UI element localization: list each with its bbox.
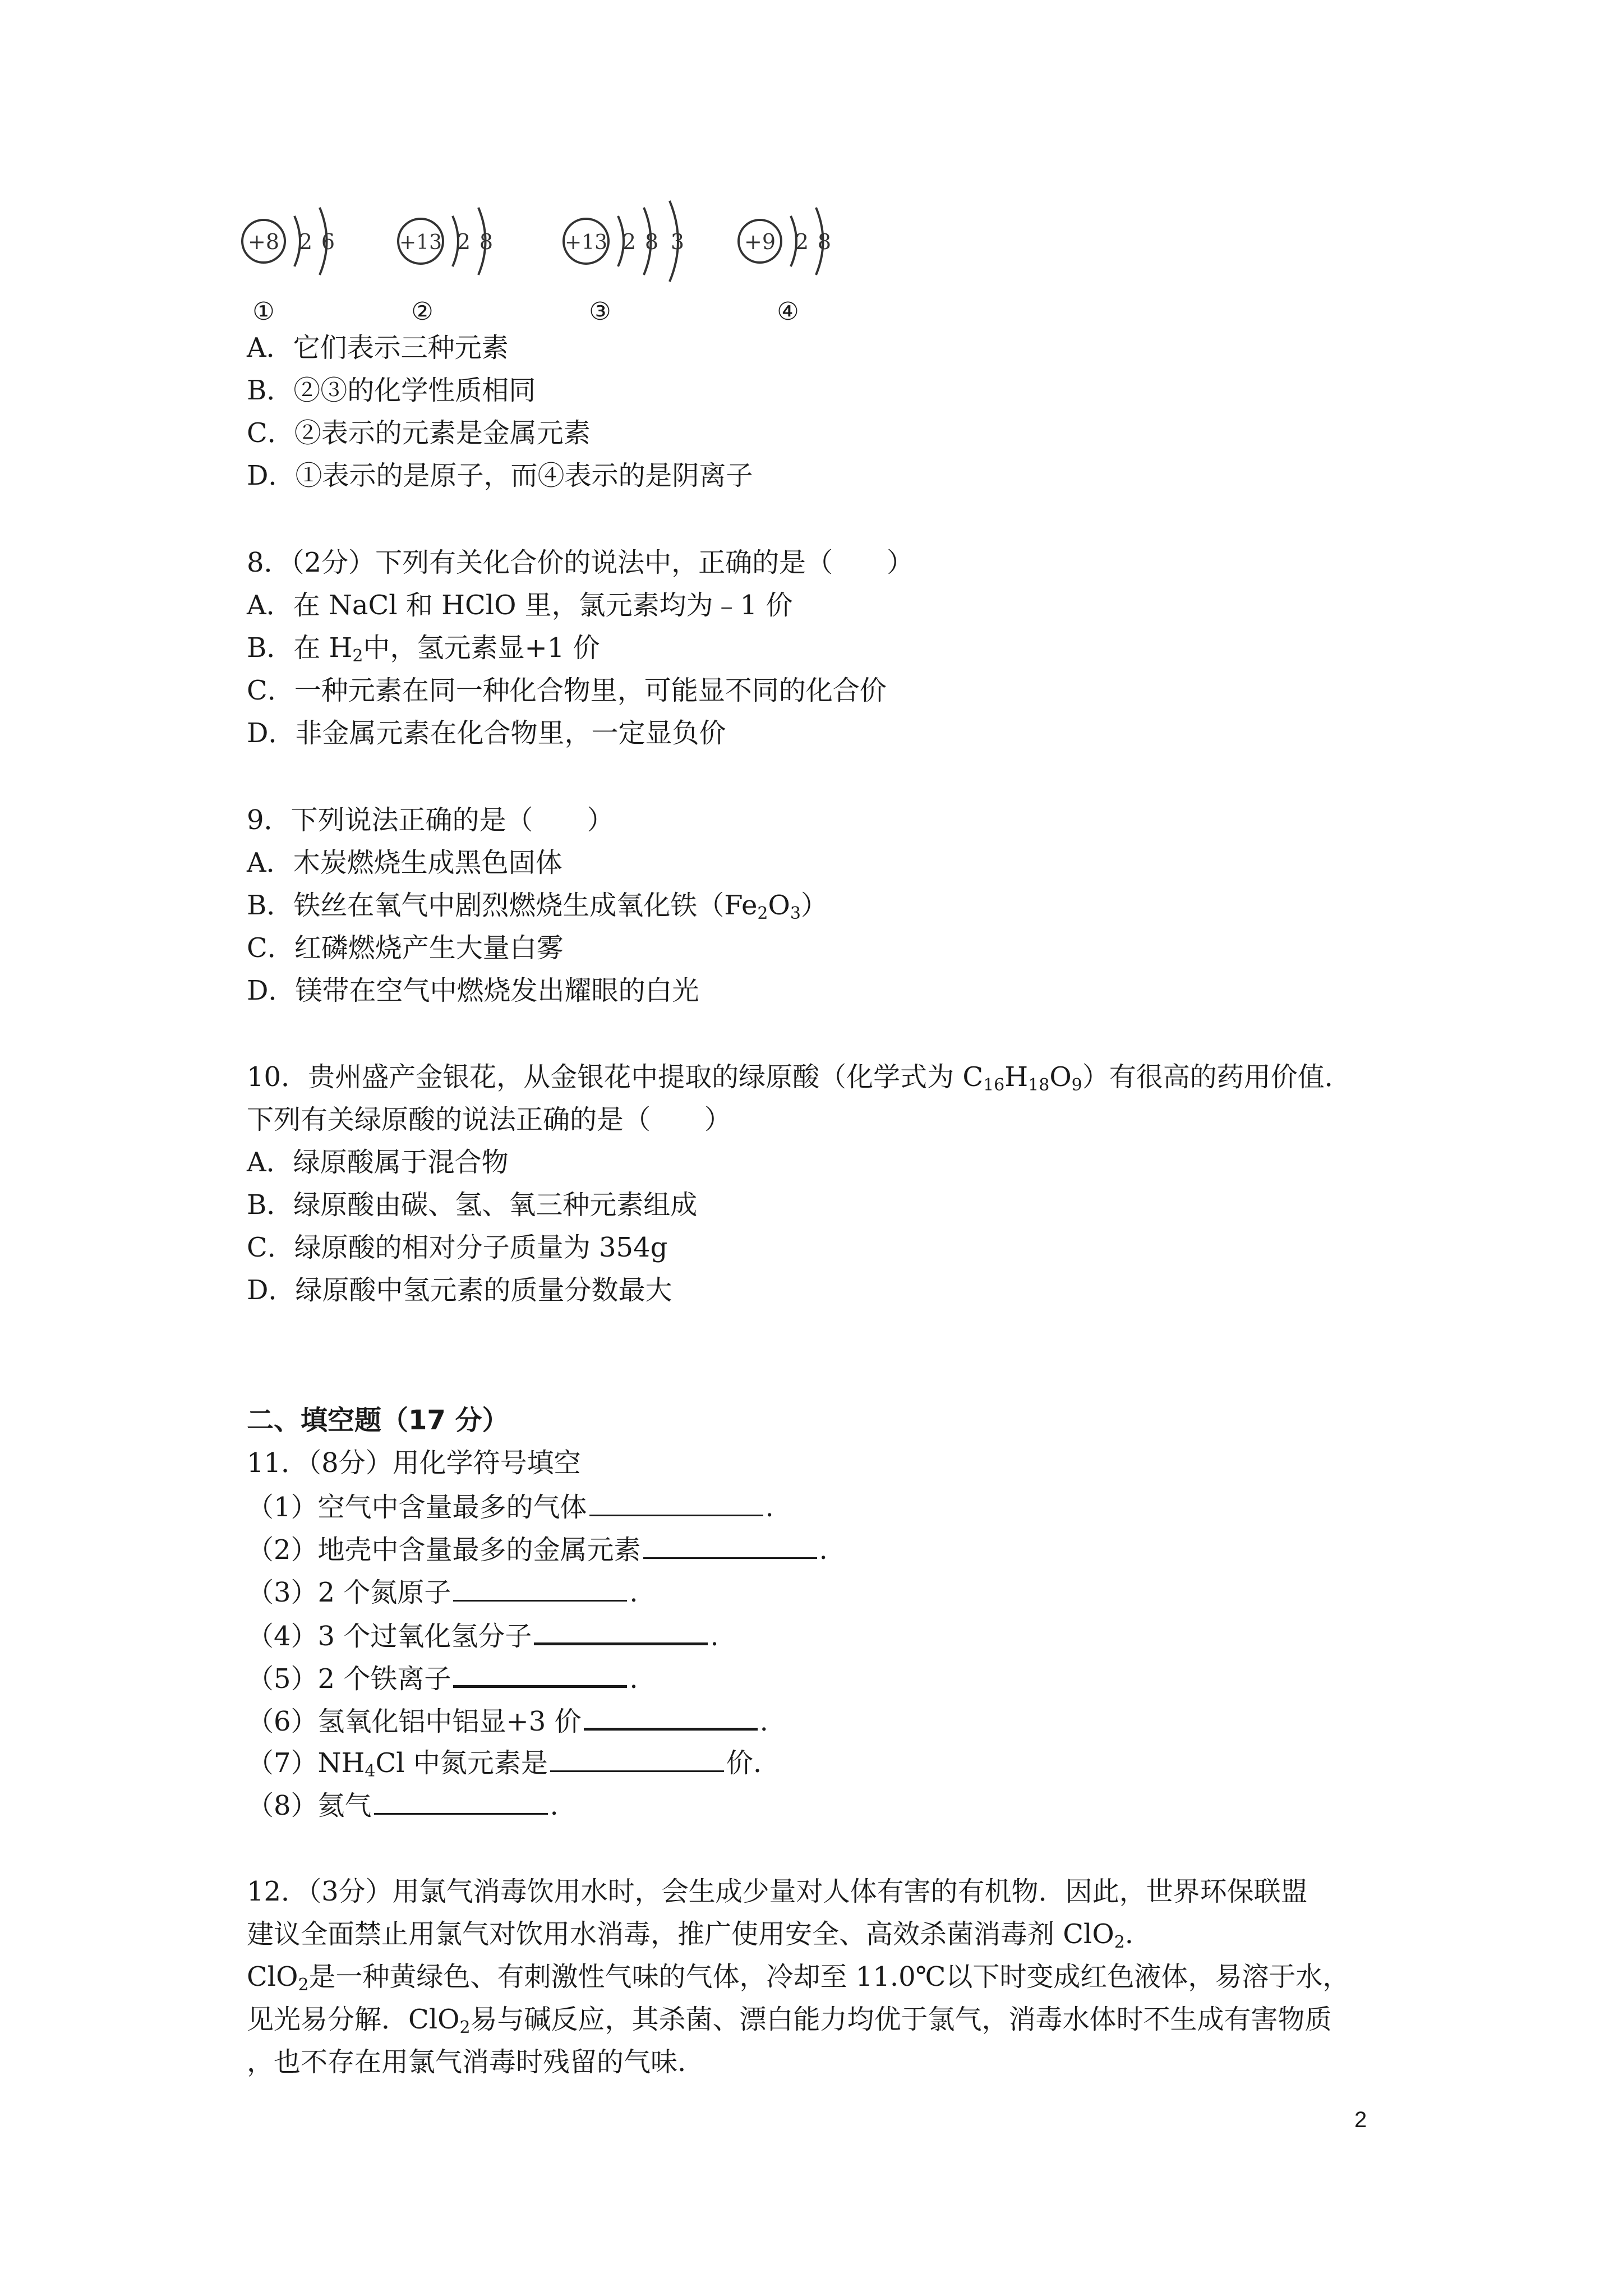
page-number: 2 <box>1354 2108 1367 2132</box>
q12-line-1: 12．（3分）用氯气消毒饮用水时，会生成少量对人体有害的有机物．因此，世界环保联盟 <box>247 1876 1308 1907</box>
q10-option-c: C．绿原酸的相对分子质量为 354g <box>247 1232 668 1263</box>
q9-option-d: D．镁带在空气中燃烧发出耀眼的白光 <box>247 975 699 1006</box>
q10-stem-line1: 10．贵州盛产金银花，从金银花中提取的绿原酸（化学式为 $C_{16}H_{18}O_9$）有很高的药用价值． <box>247 1061 1352 1095</box>
q12-line-3: ClO$_2$是一种黄绿色、有刺激性气味的气体，冷却至 11.0℃以下时变成红色液体，易溶于水， <box>247 1961 1350 1995</box>
q11-item-1: （1）空气中含量最多的气体 . <box>247 1489 774 1524</box>
q7-option-b: B．②③的化学性质相同 <box>247 375 536 406</box>
q11-stem: 11．（8分）用化学符号填空 <box>247 1447 581 1479</box>
atom-diagram-4 <box>732 185 917 331</box>
svg-text:3: 3 <box>670 229 685 254</box>
answer-blank[interactable] <box>589 1489 763 1516</box>
q12-line-4: 见光易分解．ClO$_2$易与碱反应，其杀菌、漂白能力均优于氯气，消毒水体时不生成有害物质 <box>247 2004 1332 2037</box>
answer-blank[interactable] <box>584 1702 758 1731</box>
q9-option-c: C．红磷燃烧产生大量白雾 <box>247 932 564 964</box>
q12-line-2: 建议全面禁止用氯气对饮用水消毒，推广使用安全、高效杀菌消毒剂 ClO$_2$. <box>247 1918 1134 1952</box>
q9-option-b: B．铁丝在氧气中剧烈燃烧生成氧化铁$(Fe_2O_3)$ <box>247 890 828 923</box>
answer-blank[interactable] <box>374 1787 548 1815</box>
diagram-label: ② <box>411 297 434 326</box>
atom-diagram-2 <box>390 185 575 331</box>
q11-item-6: （6）氢氧化铝中铝显+3 价 . <box>247 1702 768 1738</box>
q9-option-a: A．木炭燃烧生成黑色固体 <box>247 847 562 878</box>
q12-line-5: ，也不存在用氯气消毒时残留的气味. <box>247 2046 686 2078</box>
q8-stem: 8．（2分）下列有关化合价的说法中，正确的是（ ） <box>247 547 914 578</box>
q8-option-a: A．在 NaCl 和 HClO 里，氯元素均为﹣1 价 <box>247 590 793 621</box>
svg-text:2: 2 <box>298 229 313 254</box>
svg-text:8: 8 <box>479 229 494 254</box>
q8-option-c: C．一种元素在同一种化合物里，可能显不同的化合价 <box>247 675 887 706</box>
answer-blank[interactable] <box>643 1531 817 1559</box>
diagram-label: ③ <box>589 297 611 326</box>
svg-text:6: 6 <box>321 229 335 254</box>
svg-text:+13: +13 <box>565 231 607 254</box>
q10-option-b: B．绿原酸由碳、氢、氧三种元素组成 <box>247 1189 698 1221</box>
q11-item-8: （8）氦气 . <box>247 1787 559 1823</box>
q11-item-5: （5）2 个铁离子 . <box>247 1659 638 1696</box>
answer-blank[interactable] <box>453 1574 627 1602</box>
q8-option-d: D．非金属元素在化合物里，一定显负价 <box>247 717 726 749</box>
atom-structure-diagrams <box>236 185 1021 331</box>
q10-option-d: D．绿原酸中氢元素的质量分数最大 <box>247 1274 672 1306</box>
svg-text:2: 2 <box>457 229 471 254</box>
answer-blank[interactable] <box>550 1745 724 1772</box>
q11-item-2: （2）地壳中含量最多的金属元素 . <box>247 1531 828 1567</box>
q11-item-3: （3）2 个氮原子 . <box>247 1574 638 1609</box>
section-2-title: 二、填空题（17 分） <box>247 1405 509 1436</box>
q8-option-b: B．在 $H_2$中，氢元素显+1 价 <box>247 632 600 666</box>
q7-option-c: C．②表示的元素是金属元素 <box>247 417 591 449</box>
q11-item-4: （4）3 个过氧化氢分子 . <box>247 1617 719 1653</box>
answer-blank[interactable] <box>534 1617 708 1645</box>
svg-text:2: 2 <box>795 229 809 254</box>
q7-option-a: A．它们表示三种元素 <box>247 332 509 364</box>
q10-stem-line2: 下列有关绿原酸的说法正确的是（ ） <box>247 1104 732 1135</box>
nucleus-charge: +8 <box>247 229 280 254</box>
q10-option-a: A．绿原酸属于混合物 <box>247 1147 509 1178</box>
svg-text:2: 2 <box>622 229 637 254</box>
svg-text:+13: +13 <box>399 231 442 254</box>
svg-text:+9: +9 <box>744 229 776 254</box>
diagram-label: ① <box>252 297 275 326</box>
atom-diagram-3 <box>555 185 740 331</box>
q9-stem: 9．下列说法正确的是（ ） <box>247 804 614 836</box>
diagram-label: ④ <box>777 297 799 326</box>
svg-text:8: 8 <box>817 229 832 254</box>
answer-blank[interactable] <box>453 1659 627 1688</box>
svg-text:8: 8 <box>644 229 659 254</box>
q7-option-d: D．①表示的是原子，而④表示的是阴离子 <box>247 460 753 491</box>
q11-item-7: $(7)NH_4Cl$ 中氮元素是 价. <box>247 1745 762 1788</box>
